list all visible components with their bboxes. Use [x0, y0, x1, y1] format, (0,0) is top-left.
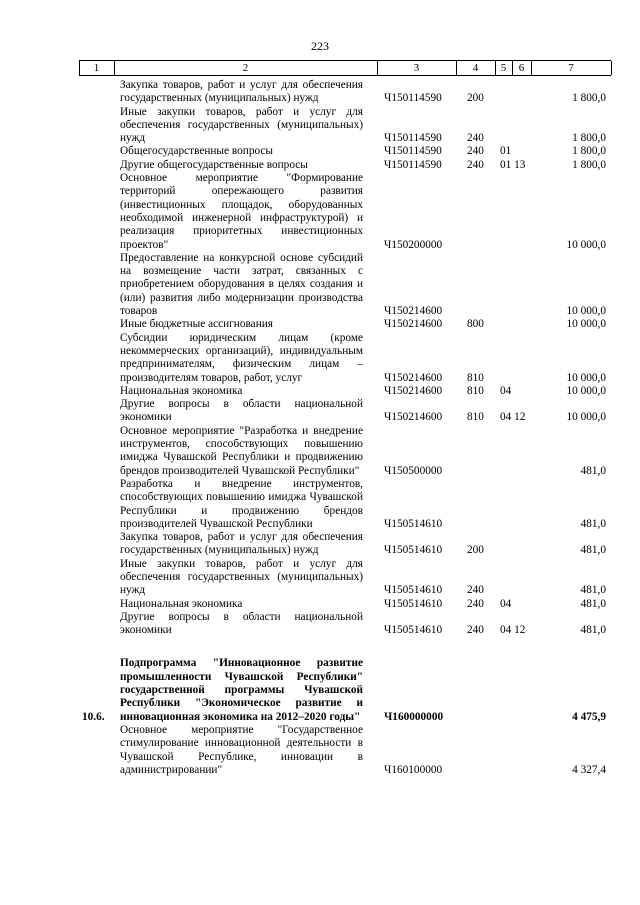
row-number: 10.6.: [82, 710, 105, 723]
table-row: [0, 385, 640, 398]
row-amount: 10 000,0: [566, 371, 606, 384]
header-col-5: 5: [500, 62, 507, 74]
row-section: 04 12: [500, 411, 526, 424]
table-header-bottom-rule: [79, 75, 611, 76]
row-expense-type: 200: [467, 92, 484, 105]
row-target-code: Ч150114590: [384, 145, 442, 158]
row-name: Предоставление на конкурсной основе субсидий на возмещение части затрат, связанных с приобретением оборудования в целях создания и (или) развития либо модернизации производства товаров: [120, 251, 363, 318]
header-col-2: 2: [242, 62, 249, 74]
column-separator: [611, 61, 612, 75]
row-amount: 1 800,0: [572, 92, 606, 105]
table-row: [0, 332, 640, 385]
row-name: Национальная экономика: [120, 597, 243, 610]
table-row: [0, 79, 640, 106]
table-row: [0, 106, 640, 146]
row-name: Иные закупки товаров, работ и услуг для обеспечения государственных (муниципальных) нужд: [120, 557, 363, 597]
row-amount: 1 800,0: [572, 158, 606, 171]
row-name: Подпрограмма "Инновационное развитие промышленности Чувашской Республики" государственной программы Чувашской Республики "Экономическое развитие и инновационная экономика на 2012–2020 годы": [120, 657, 363, 723]
row-target-code: Ч150200000: [384, 238, 443, 251]
row-expense-type: 800: [467, 318, 484, 331]
row-section: 04: [500, 597, 512, 610]
row-amount: 10 000,0: [566, 318, 606, 331]
table-row: [0, 611, 640, 638]
row-expense-type: 240: [467, 597, 484, 610]
row-amount: 481,0: [580, 597, 606, 610]
row-amount: 481,0: [580, 544, 606, 557]
row-expense-type: 240: [467, 145, 484, 158]
row-amount: 481,0: [580, 624, 606, 637]
row-target-code: Ч150500000: [384, 464, 443, 477]
row-target-code: Ч160100000: [384, 763, 443, 776]
row-name: Субсидии юридическим лицам (кроме некоммерческих организаций), индивидуальным предпринимателям, физическим лицам – производителям товаров, работ, услуг: [120, 331, 363, 384]
row-target-code: Ч150514610: [384, 584, 443, 597]
row-amount: 481,0: [580, 584, 606, 597]
row-target-code: Ч150214600: [384, 411, 443, 424]
row-name: Основное мероприятие "Государственное стимулирование инновационной деятельности в Чувашской Республике, инновации в администрировании": [120, 723, 363, 776]
row-target-code: Ч150114590: [384, 92, 442, 105]
row-target-code: Ч150514610: [384, 517, 443, 530]
row-expense-type: 240: [467, 158, 484, 171]
row-amount: 10 000,0: [566, 238, 606, 251]
table-row: [0, 558, 640, 598]
table-row: [0, 159, 640, 172]
row-amount: 4 475,9: [572, 710, 606, 723]
page-number: 223: [311, 39, 329, 53]
row-target-code: Ч150514610: [384, 544, 443, 557]
row-target-code: Ч150214600: [384, 384, 443, 397]
row-name: Основное мероприятие "Формирование территорий опережающего развития (инвестиционных площадок, оборудованных необходимой инженерной инфраструктурой) и реализация приоритетных инвестиционных проектов": [120, 172, 363, 251]
row-expense-type: 810: [467, 384, 484, 397]
row-name: Общегосударственные вопросы: [120, 145, 273, 158]
row-expense-type: 810: [467, 371, 484, 384]
row-expense-type: 240: [467, 584, 484, 597]
row-amount: 481,0: [580, 464, 606, 477]
row-name: Другие общегосударственные вопросы: [120, 158, 308, 171]
row-expense-type: 200: [467, 544, 484, 557]
table-row: [0, 318, 640, 331]
header-col-7: 7: [568, 62, 574, 74]
row-name: Другие вопросы в области национальной экономики: [120, 610, 363, 637]
table-row: [0, 598, 640, 611]
row-name: Другие вопросы в области национальной экономики: [120, 398, 363, 424]
row-target-code: Ч150514610: [384, 597, 443, 610]
row-section: 01: [500, 145, 512, 158]
table-body: [0, 79, 640, 777]
row-target-code: Ч150214600: [384, 318, 443, 331]
row-expense-type: 240: [467, 132, 484, 145]
row-name: Иные бюджетные ассигнования: [120, 318, 273, 331]
row-amount: 4 327,4: [572, 763, 606, 776]
header-col-3: 3: [413, 62, 420, 74]
table-row: [0, 657, 640, 723]
header-col-1: 1: [93, 62, 100, 74]
row-target-code: Ч150214600: [384, 371, 443, 384]
row-amount: 1 800,0: [572, 132, 606, 145]
row-target-code: Ч160000000: [384, 710, 444, 723]
row-amount: 10 000,0: [566, 305, 606, 318]
row-amount: 10 000,0: [566, 411, 606, 424]
table-row: [0, 425, 640, 478]
row-target-code: Ч150114590: [384, 158, 442, 171]
row-target-code: Ч150214600: [384, 305, 443, 318]
row-name: Национальная экономика: [120, 384, 243, 397]
table-row: [0, 172, 640, 252]
row-target-code: Ч150114590: [384, 132, 442, 145]
header-col-6: 6: [518, 62, 525, 74]
row-expense-type: 240: [467, 624, 484, 637]
row-section: 04 12: [500, 624, 526, 637]
table-row: [0, 478, 640, 531]
row-amount: 481,0: [580, 517, 606, 530]
row-name: Разработка и внедрение инструментов, способствующих повышению имиджа Чувашской Республики и продвижению брендов производителей Чувашской Республики: [120, 477, 363, 530]
table-row: [0, 398, 640, 425]
row-expense-type: 810: [467, 411, 484, 424]
row-name: Закупка товаров, работ и услуг для обеспечения государственных (муниципальных) нужд: [120, 79, 363, 105]
table-row: [0, 145, 640, 158]
row-amount: 1 800,0: [572, 145, 606, 158]
row-section: 04: [500, 384, 512, 397]
row-name: Иные закупки товаров, работ и услуг для обеспечения государственных (муниципальных) нужд: [120, 105, 363, 145]
row-section: 01 13: [500, 158, 526, 171]
table-row: [0, 531, 640, 558]
header-col-4: 4: [472, 62, 479, 74]
table-row: [0, 252, 640, 318]
row-target-code: Ч150514610: [384, 624, 443, 637]
row-name: Закупка товаров, работ и услуг для обеспечения государственных (муниципальных) нужд: [120, 531, 363, 557]
row-name: Основное мероприятие "Разработка и внедрение инструментов, способствующих повышению имиджа Чувашской Республики и продвижению брендов производителей Чувашской Республики": [120, 424, 363, 477]
row-amount: 10 000,0: [566, 384, 606, 397]
table-row: [0, 724, 640, 777]
